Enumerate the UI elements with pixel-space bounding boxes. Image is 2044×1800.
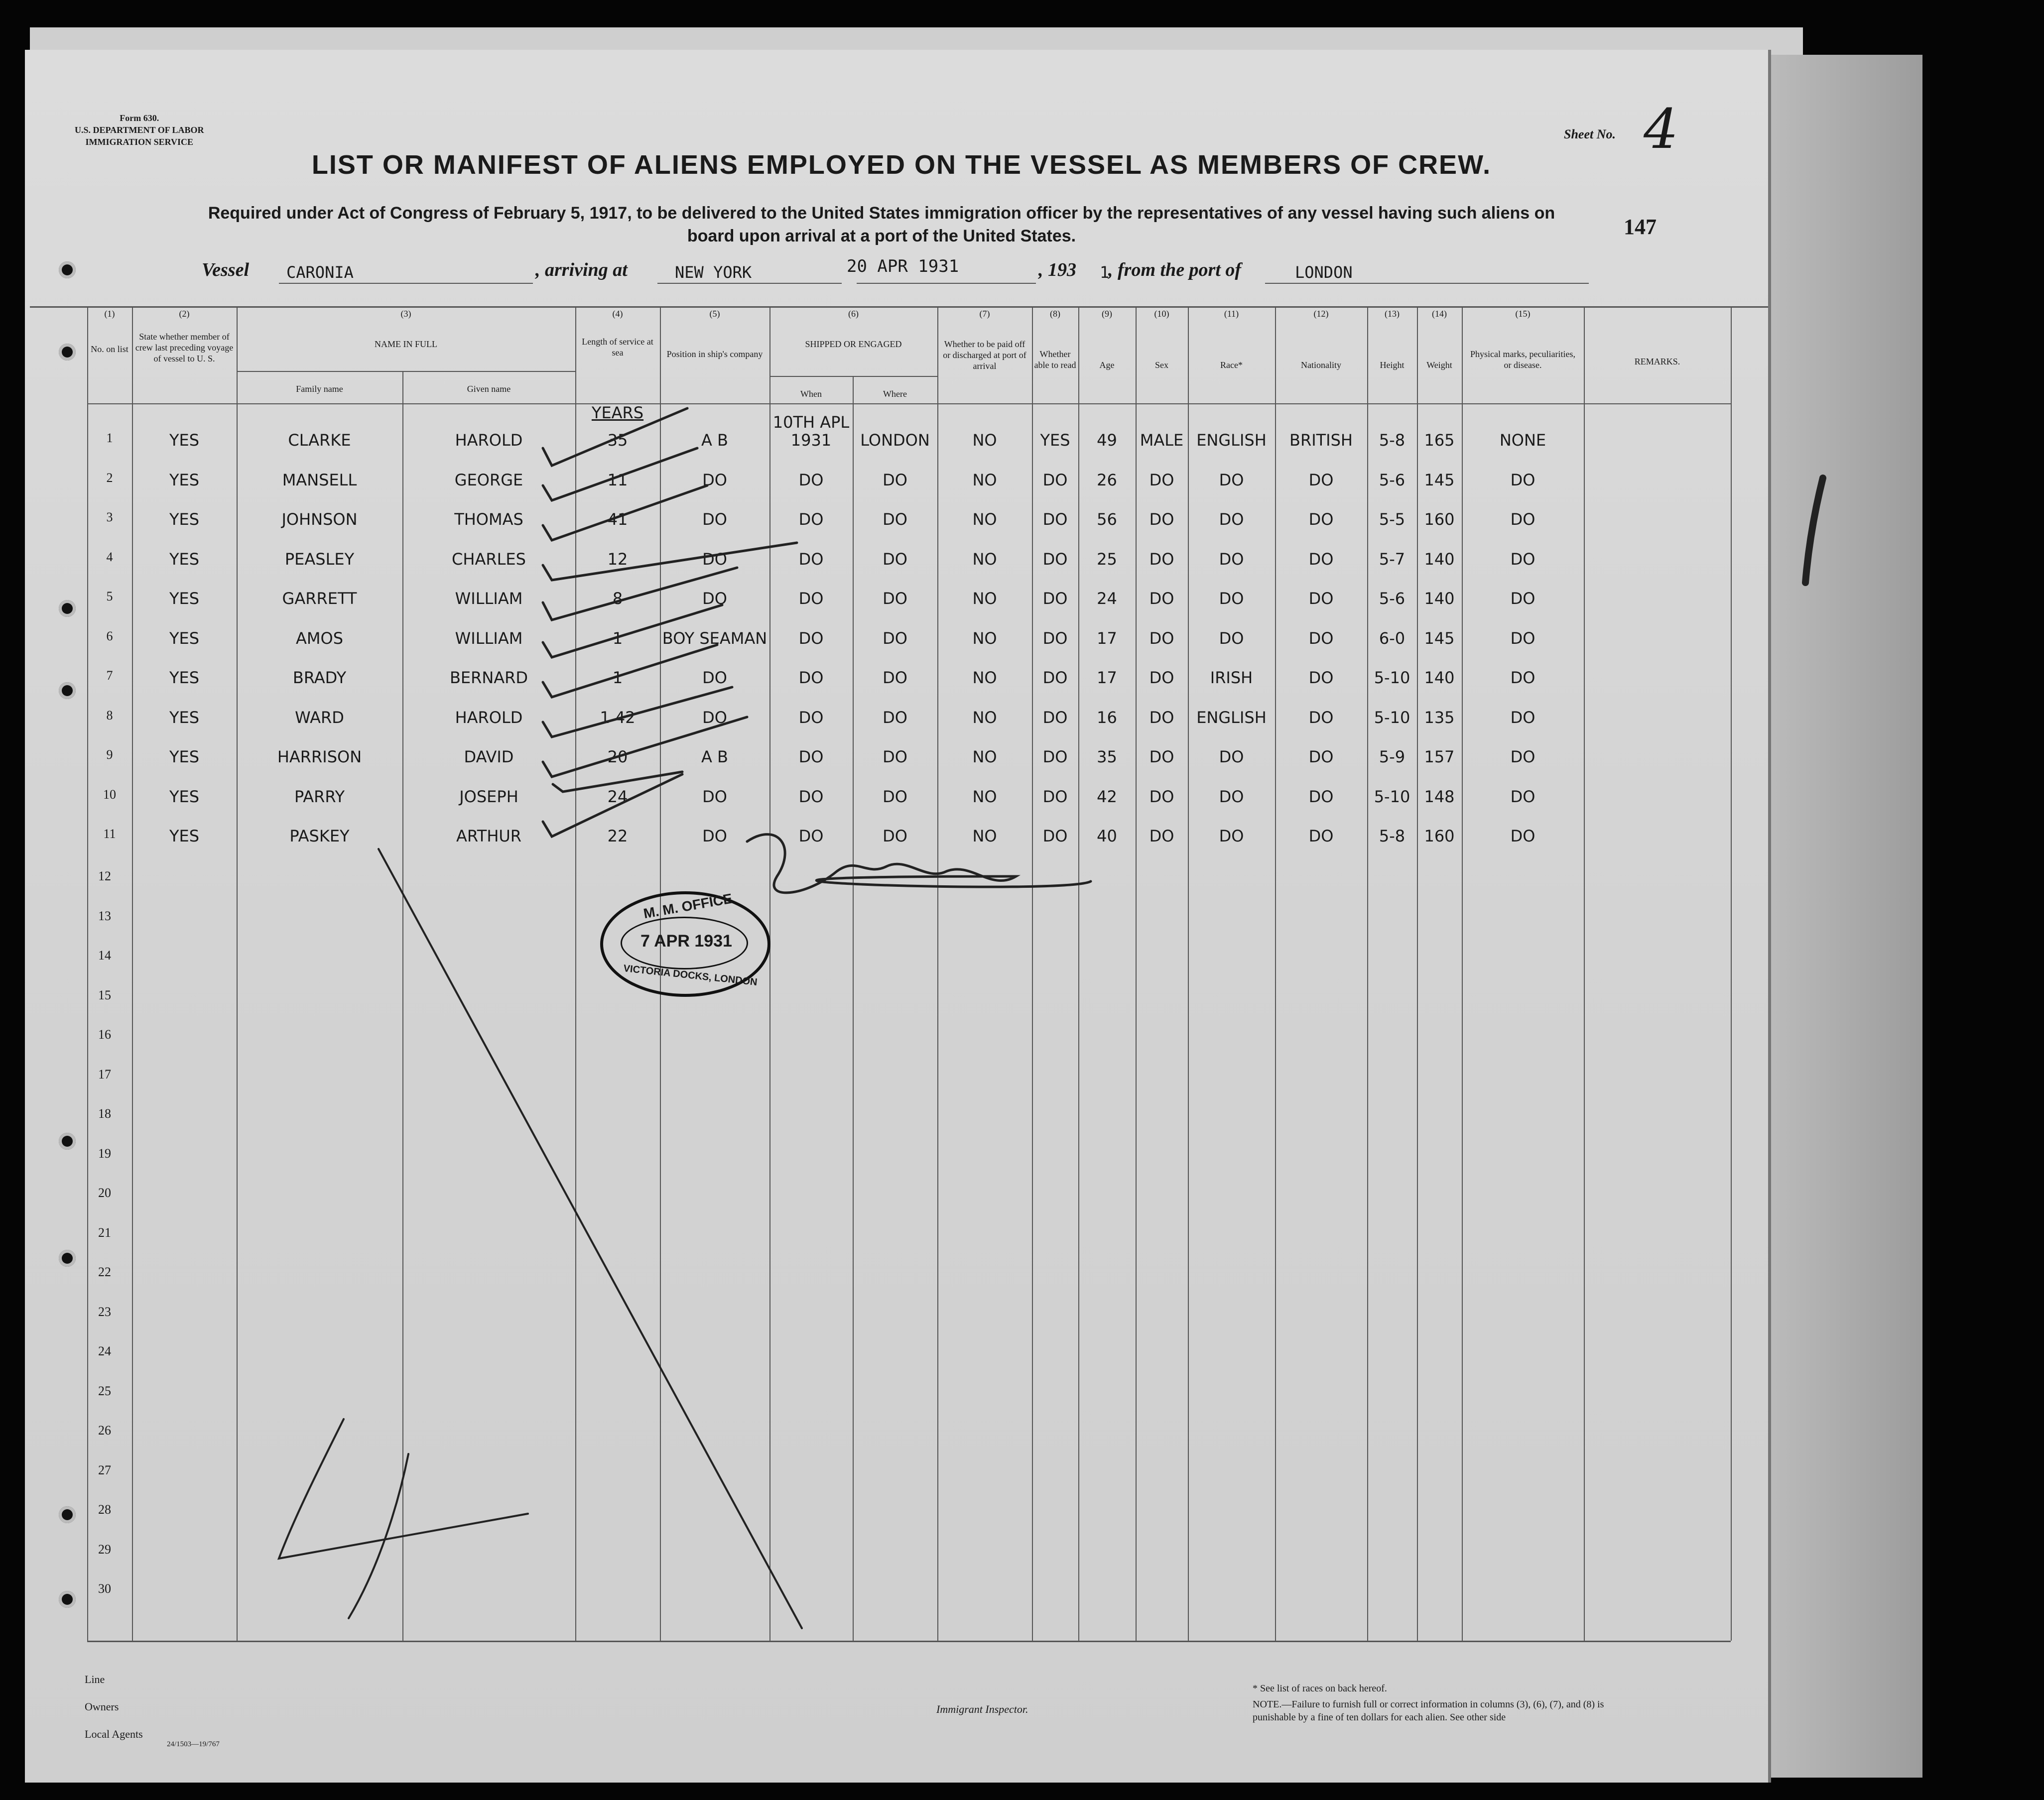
row-3-position: DO <box>702 510 727 529</box>
row-2-nationality: DO <box>1308 470 1334 489</box>
service-name: IMMIGRATION SERVICE <box>85 137 194 147</box>
row-6-position: BOY SEAMAN <box>662 628 767 648</box>
row-11-weight: 160 <box>1424 827 1455 845</box>
column-number: (6) <box>848 309 859 319</box>
empty-row-number: 26 <box>98 1423 111 1438</box>
row-6-when: DO <box>798 628 824 648</box>
row-11-read: DO <box>1042 827 1068 845</box>
row-4-position: DO <box>702 549 727 569</box>
row-4-given: CHARLES <box>452 549 526 569</box>
year-digit: 1 <box>1100 263 1110 282</box>
row-8-paid: NO <box>972 708 997 727</box>
row-3-physical: DO <box>1510 510 1535 529</box>
row-6-age: 17 <box>1097 628 1117 648</box>
row-5-race: DO <box>1219 589 1244 608</box>
row-6-sex: DO <box>1149 628 1174 648</box>
row-6-weight: 145 <box>1424 628 1455 648</box>
row-2-when: DO <box>798 470 824 489</box>
row-5-paid: NO <box>972 589 997 608</box>
row-2-paid: NO <box>972 470 997 489</box>
header-paid-off: Whether to be paid off or discharged at port of arrival <box>943 339 1026 371</box>
row-8-state: YES <box>169 708 200 727</box>
row-10-no: 10 <box>103 787 116 802</box>
check-mark <box>543 408 687 466</box>
row-2-race: DO <box>1219 470 1244 489</box>
row-9-race: DO <box>1219 747 1244 766</box>
row-11-given: ARTHUR <box>456 827 522 845</box>
empty-row-number: 30 <box>98 1581 111 1596</box>
header-weight: Weight <box>1426 360 1452 370</box>
mm-office-stamp <box>600 891 770 997</box>
row-9-read: DO <box>1042 747 1068 766</box>
stamp-top-text: M. M. OFFICE <box>642 890 734 922</box>
row-1-where: LONDON <box>860 431 930 450</box>
header-physical: Physical marks, peculiarities, or disease. <box>1470 349 1575 370</box>
row-4-physical: DO <box>1510 549 1535 569</box>
row-8-position: DO <box>702 708 727 727</box>
from-port-label: , from the port of <box>1108 259 1242 280</box>
row-9-when: DO <box>798 747 824 766</box>
row-5-physical: DO <box>1510 589 1535 608</box>
row-3-paid: NO <box>972 510 997 529</box>
row-4-when: DO <box>798 549 824 569</box>
header-position: Position in ship's company <box>666 349 763 359</box>
row-8-read: DO <box>1042 708 1068 727</box>
row-1-family: CLARKE <box>288 431 351 450</box>
sheet-number: 4 <box>1644 97 1678 161</box>
empty-row-number: 16 <box>98 1027 111 1042</box>
row-7-height: 5-10 <box>1374 668 1410 687</box>
row-11-no: 11 <box>103 827 116 841</box>
row-2-state: YES <box>169 470 200 489</box>
row-10-service: 24 <box>607 787 628 806</box>
row-8-physical: DO <box>1510 708 1535 727</box>
column-number: (4) <box>612 309 623 319</box>
vessel-name: CARONIA <box>286 263 354 282</box>
row-4-age: 25 <box>1097 549 1117 569</box>
row-3-nationality: DO <box>1308 510 1334 529</box>
form-number: Form 630. <box>120 113 159 123</box>
row-7-when: DO <box>798 668 824 687</box>
row-9-position: A B <box>701 747 728 766</box>
sheet-label: Sheet No. <box>1564 127 1616 141</box>
row-2-no: 2 <box>106 470 113 485</box>
row-10-given: JOSEPH <box>459 787 518 806</box>
row-6-given: WILLIAM <box>455 628 523 648</box>
row-3-family: JOHNSON <box>281 510 358 529</box>
footer-agents-label: Local Agents <box>85 1728 143 1740</box>
row-5-family: GARRETT <box>282 589 357 608</box>
row-6-paid: NO <box>972 628 997 648</box>
row-2-given: GEORGE <box>454 470 523 489</box>
row-8-no: 8 <box>106 708 113 722</box>
row-9-service: 20 <box>607 747 628 766</box>
row-9-no: 9 <box>106 747 113 762</box>
row-11-age: 40 <box>1097 827 1117 845</box>
row-4-paid: NO <box>972 549 997 569</box>
row-2-service: 11 <box>607 470 628 489</box>
empty-row-number: 14 <box>98 948 111 962</box>
footer-form-code: 24/1503—19/767 <box>167 1740 220 1748</box>
page-title: LIST OR MANIFEST OF ALIENS EMPLOYED ON THE VESSEL AS MEMBERS OF CREW. <box>311 150 1492 180</box>
row-6-race: DO <box>1219 628 1244 648</box>
row-8-weight: 135 <box>1424 708 1455 727</box>
row-9-sex: DO <box>1149 747 1174 766</box>
row-10-position: DO <box>702 787 727 806</box>
row-8-nationality: DO <box>1308 708 1334 727</box>
column-number: (13) <box>1385 309 1400 319</box>
arriving-port: NEW YORK <box>675 263 752 282</box>
row-4-family: PEASLEY <box>284 549 355 569</box>
check-mark <box>543 717 747 777</box>
empty-row-number: 28 <box>98 1502 111 1517</box>
row-10-read: DO <box>1042 787 1068 806</box>
row-7-given: BERNARD <box>449 668 528 687</box>
empty-row-number: 27 <box>98 1462 111 1477</box>
row-7-weight: 140 <box>1424 668 1455 687</box>
row-11-where: DO <box>883 827 907 845</box>
empty-row-number: 13 <box>98 908 111 923</box>
row-10-nationality: DO <box>1308 787 1334 806</box>
header-when: When <box>800 389 822 399</box>
empty-row-number: 19 <box>98 1146 111 1161</box>
row-9-age: 35 <box>1097 747 1117 766</box>
check-mark <box>543 605 722 657</box>
footer-owners-label: Owners <box>85 1700 119 1713</box>
service-years-unit: YEARS <box>591 403 644 422</box>
year-label: , 193 <box>1038 259 1076 280</box>
column-number: (15) <box>1515 309 1531 319</box>
row-3-service: 41 <box>607 510 628 529</box>
check-mark <box>553 772 682 792</box>
row-10-weight: 148 <box>1424 787 1455 806</box>
header-state-whether: State whether member of crew last preceding voyage of vessel to U. S. <box>135 332 234 363</box>
row-6-service: 1 <box>612 628 623 648</box>
column-number: (11) <box>1224 309 1239 319</box>
row-6-family: AMOS <box>296 628 343 648</box>
from-port: LONDON <box>1295 263 1353 282</box>
row-6-state: YES <box>169 628 200 648</box>
row-1-paid: NO <box>972 431 997 450</box>
row-2-read: DO <box>1042 470 1068 489</box>
empty-row-number: 29 <box>98 1542 111 1557</box>
row-3-age: 56 <box>1097 510 1117 529</box>
row-7-sex: DO <box>1149 668 1174 687</box>
row-7-family: BRADY <box>292 668 347 687</box>
row-11-nationality: DO <box>1308 827 1334 845</box>
header-name-in-full: NAME IN FULL <box>375 339 437 349</box>
empty-row-number: 15 <box>98 987 111 1002</box>
row-11-position: DO <box>702 827 727 845</box>
signature-scribble <box>747 835 1091 893</box>
row-5-given: WILLIAM <box>455 589 523 608</box>
row-3-given: THOMAS <box>454 510 523 529</box>
header-where: Where <box>883 389 907 399</box>
row-1-race: ENGLISH <box>1196 431 1267 450</box>
manifest-code: 147 <box>1624 215 1657 239</box>
row-1-age: 49 <box>1097 431 1117 450</box>
row-11-service: 22 <box>607 827 628 845</box>
empty-row-number: 25 <box>98 1383 111 1398</box>
row-11-sex: DO <box>1149 827 1174 845</box>
row-1-physical: NONE <box>1499 431 1546 450</box>
row-9-family: HARRISON <box>277 747 362 766</box>
row-3-race: DO <box>1219 510 1244 529</box>
row-1-state: YES <box>169 431 200 450</box>
row-4-state: YES <box>169 549 200 569</box>
row-6-where: DO <box>883 628 907 648</box>
empty-row-number: 12 <box>98 869 111 883</box>
row-2-family: MANSELL <box>282 470 357 489</box>
row-9-height: 5-9 <box>1379 747 1405 766</box>
stamp-bottom-text: VICTORIA DOCKS, LONDON <box>623 962 758 988</box>
row-3-when: DO <box>798 510 824 529</box>
row-6-nationality: DO <box>1308 628 1334 648</box>
row-1-sex: MALE <box>1140 431 1184 450</box>
row-5-service: 8 <box>612 589 623 608</box>
row-8-when: DO <box>798 708 824 727</box>
row-1-when: 10TH APL 1931 <box>772 413 850 450</box>
row-1-position: A B <box>701 431 728 450</box>
empty-row-number: 17 <box>98 1067 111 1081</box>
empty-row-number: 20 <box>98 1186 111 1200</box>
row-2-height: 5-6 <box>1379 470 1405 489</box>
row-5-weight: 140 <box>1424 589 1455 608</box>
column-number: (10) <box>1154 309 1169 319</box>
row-3-no: 3 <box>106 510 113 524</box>
column-number: (9) <box>1102 309 1112 319</box>
row-2-sex: DO <box>1149 470 1174 489</box>
row-8-age: 16 <box>1097 708 1117 727</box>
row-6-read: DO <box>1042 628 1068 648</box>
row-7-service: 1 <box>612 668 623 687</box>
row-3-weight: 160 <box>1424 510 1455 529</box>
row-5-read: DO <box>1042 589 1068 608</box>
row-11-state: YES <box>169 827 200 845</box>
footer-line-label: Line <box>85 1673 105 1685</box>
row-5-nationality: DO <box>1308 589 1334 608</box>
row-8-where: DO <box>883 708 907 727</box>
row-8-race: ENGLISH <box>1196 708 1267 727</box>
column-number: (8) <box>1050 309 1060 319</box>
row-8-service: 1 42 <box>600 708 636 727</box>
row-5-position: DO <box>702 589 727 608</box>
row-5-state: YES <box>169 589 200 608</box>
footer-note: NOTE.—Failure to furnish full or correct information in columns (3), (6), (7), and (8) is punishable by a fine of ten dollars for each alien. See other side <box>1253 1699 1604 1723</box>
row-7-position: DO <box>702 668 727 687</box>
row-8-given: HAROLD <box>455 708 523 727</box>
row-5-where: DO <box>883 589 907 608</box>
header-age: Age <box>1099 360 1115 370</box>
row-11-race: DO <box>1219 827 1244 845</box>
header-sex: Sex <box>1155 360 1168 370</box>
header-able-to-read: Whether able to read <box>1034 349 1076 370</box>
row-8-sex: DO <box>1149 708 1174 727</box>
handwritten-four-strokes <box>279 1419 528 1618</box>
row-7-where: DO <box>883 668 907 687</box>
row-10-where: DO <box>883 787 907 806</box>
row-7-read: DO <box>1042 668 1068 687</box>
row-7-no: 7 <box>106 668 113 683</box>
check-mark <box>543 543 797 580</box>
row-10-race: DO <box>1219 787 1244 806</box>
header-shipped: SHIPPED OR ENGAGED <box>805 339 902 349</box>
footer-races-note: * See list of races on back hereof. <box>1253 1683 1387 1694</box>
row-5-sex: DO <box>1149 589 1174 608</box>
row-4-read: DO <box>1042 549 1068 569</box>
row-9-physical: DO <box>1510 747 1535 766</box>
vessel-label: Vessel <box>202 259 249 280</box>
column-number: (3) <box>400 309 411 319</box>
row-5-height: 5-6 <box>1379 589 1405 608</box>
row-9-paid: NO <box>972 747 997 766</box>
header-race: Race* <box>1220 360 1243 370</box>
row-9-nationality: DO <box>1308 747 1334 766</box>
row-3-where: DO <box>883 510 907 529</box>
header-given-name: Given name <box>467 384 511 394</box>
row-4-no: 4 <box>106 549 113 564</box>
column-number: (7) <box>979 309 990 319</box>
row-6-no: 6 <box>106 628 113 643</box>
row-11-family: PASKEY <box>289 827 350 845</box>
row-7-paid: NO <box>972 668 997 687</box>
row-11-paid: NO <box>972 827 997 845</box>
row-7-nationality: DO <box>1308 668 1334 687</box>
row-4-service: 12 <box>607 549 628 569</box>
row-10-physical: DO <box>1510 787 1535 806</box>
row-3-read: DO <box>1042 510 1068 529</box>
row-1-given: HAROLD <box>455 431 523 450</box>
row-2-weight: 145 <box>1424 470 1455 489</box>
row-4-race: DO <box>1219 549 1244 569</box>
row-3-state: YES <box>169 510 200 529</box>
row-3-height: 5-5 <box>1379 510 1405 529</box>
row-4-height: 5-7 <box>1379 549 1405 569</box>
column-number: (5) <box>709 309 720 319</box>
empty-row-number: 23 <box>98 1304 111 1319</box>
department-name: U.S. DEPARTMENT OF LABOR <box>75 125 204 135</box>
row-2-physical: DO <box>1510 470 1535 489</box>
row-1-height: 5-8 <box>1379 431 1405 450</box>
row-9-where: DO <box>883 747 907 766</box>
header-nationality: Nationality <box>1301 360 1341 370</box>
page-subtitle: Required under Act of Congress of February 5, 1917, to be delivered to the United States immigration officer by the representatives of any vessel having such aliens on board upon arrival at a port of the United States. <box>208 204 1555 245</box>
row-10-paid: NO <box>972 787 997 806</box>
row-7-age: 17 <box>1097 668 1117 687</box>
column-number: (2) <box>179 309 190 319</box>
header-height: Height <box>1380 360 1405 370</box>
row-2-where: DO <box>883 470 907 489</box>
row-10-family: PARRY <box>294 787 345 806</box>
row-10-height: 5-10 <box>1374 787 1410 806</box>
row-7-physical: DO <box>1510 668 1535 687</box>
column-number: (1) <box>104 309 115 319</box>
empty-row-number: 21 <box>98 1225 111 1240</box>
empty-row-number: 22 <box>98 1265 111 1279</box>
footer-inspector: Immigrant Inspector. <box>936 1703 1028 1715</box>
arriving-label: , arriving at <box>535 259 628 280</box>
row-5-when: DO <box>798 589 824 608</box>
row-2-position: DO <box>702 470 727 489</box>
row-10-sex: DO <box>1149 787 1174 806</box>
row-4-where: DO <box>883 549 907 569</box>
row-3-sex: DO <box>1149 510 1174 529</box>
empty-row-number: 24 <box>98 1344 111 1358</box>
row-1-read: YES <box>1040 431 1070 450</box>
row-6-physical: DO <box>1510 628 1535 648</box>
row-9-state: YES <box>169 747 200 766</box>
row-8-height: 5-10 <box>1374 708 1410 727</box>
row-11-height: 5-8 <box>1379 827 1405 845</box>
row-2-age: 26 <box>1097 470 1117 489</box>
row-4-weight: 140 <box>1424 549 1455 569</box>
column-number: (12) <box>1313 309 1329 319</box>
column-number: (14) <box>1432 309 1447 319</box>
row-1-no: 1 <box>106 431 113 445</box>
arrival-date-stamp: 20 APR 1931 <box>847 256 959 276</box>
row-7-race: IRISH <box>1210 668 1253 687</box>
row-9-given: DAVID <box>464 747 514 766</box>
empty-row-number: 18 <box>98 1106 111 1121</box>
row-6-height: 6-0 <box>1379 628 1405 648</box>
check-mark <box>543 448 697 500</box>
row-7-state: YES <box>169 668 200 687</box>
row-4-sex: DO <box>1149 549 1174 569</box>
row-10-age: 42 <box>1097 787 1117 806</box>
header-length-service: Length of service at sea <box>582 337 653 358</box>
row-11-when: DO <box>798 827 824 845</box>
row-11-physical: DO <box>1510 827 1535 845</box>
row-5-age: 24 <box>1097 589 1117 608</box>
row-5-no: 5 <box>106 589 113 603</box>
row-8-family: WARD <box>295 708 344 727</box>
header-remarks: REMARKS. <box>1634 357 1680 366</box>
margin-mark <box>1805 478 1823 583</box>
row-10-when: DO <box>798 787 824 806</box>
header-no-on-list: No. on list <box>91 344 128 354</box>
row-1-service: 35 <box>607 431 628 450</box>
stamp-date: 7 APR 1931 <box>640 932 732 951</box>
check-mark <box>543 568 737 620</box>
row-9-weight: 157 <box>1424 747 1455 766</box>
row-10-state: YES <box>169 787 200 806</box>
row-1-nationality: BRITISH <box>1289 431 1353 450</box>
header-family-name: Family name <box>296 384 343 394</box>
row-4-nationality: DO <box>1308 549 1334 569</box>
row-1-weight: 165 <box>1424 431 1455 450</box>
